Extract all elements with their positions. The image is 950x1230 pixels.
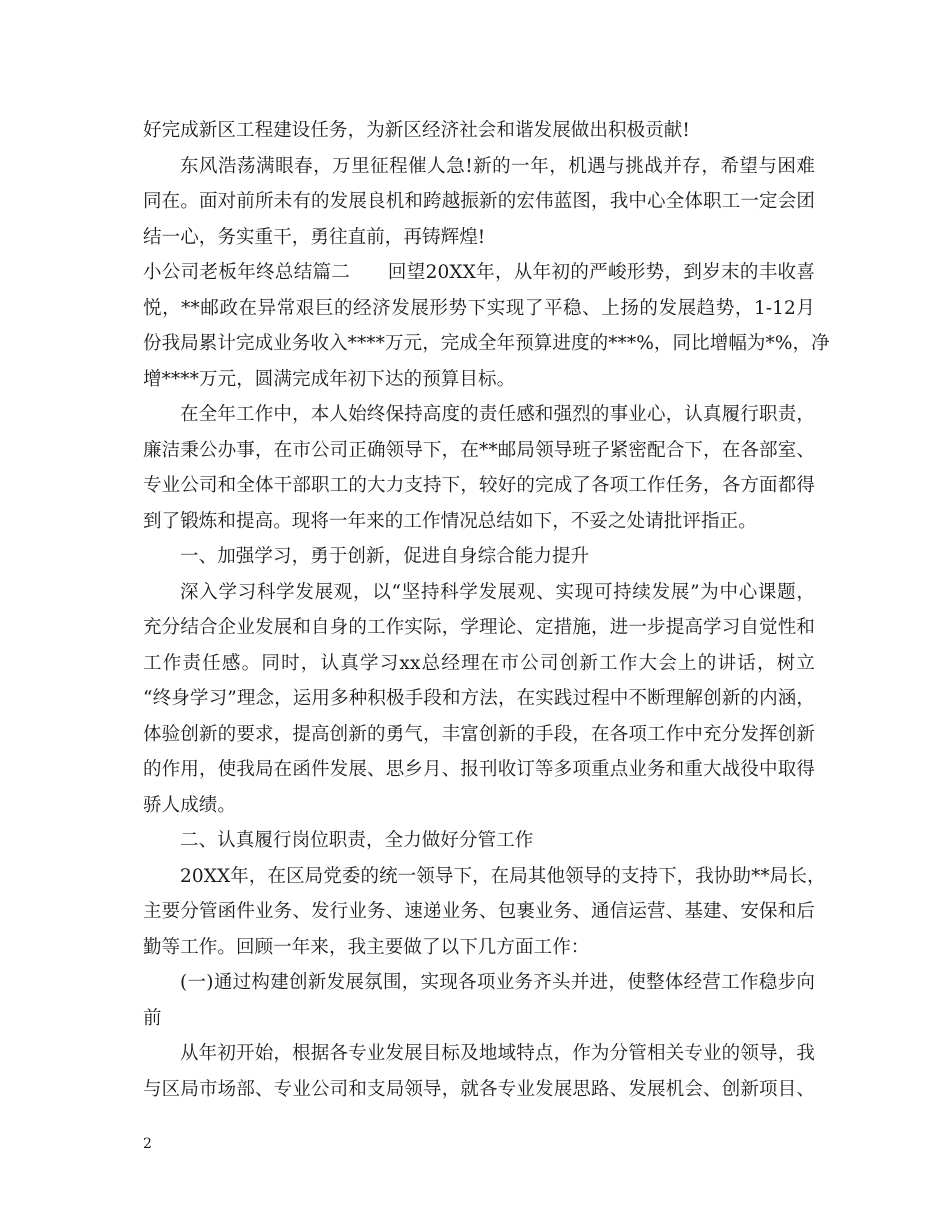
text-line: 同在。面对前所未有的发展良机和跨越振新的宏伟蓝图，我中心全体职工一定会团 (143, 191, 815, 212)
text-line: 勤等工作。回顾一年来，我主要做了以下几方面工作： (143, 936, 590, 958)
text-line: 专业公司和全体干部职工的大力支持下，较好的完成了各项工作任务，各方面都得 (143, 475, 815, 496)
text-line: 一、加强学习，勇于创新，促进自身综合能力提升 (180, 546, 590, 567)
text-line: “终身学习”理念，运用多种积极手段和方法，在实践过程中不断理解创新的内涵， (143, 688, 815, 709)
text-line: 深入学习科学发展观，以“坚持科学发展观、实现可持续发展”为中心课题， (180, 581, 815, 603)
text-line: 充分结合企业发展和自身的工作实际，学理论、定措施，进一步提高学习自觉性和 (143, 617, 815, 638)
text-line: 的作用，使我局在函件发展、思乡月、报刊收订等多项重点业务和重大战役中取得 (143, 759, 815, 780)
text-line: 结一心，务实重干，勇往直前，再铸辉煌! (143, 226, 486, 248)
text-line: 前 (143, 1007, 162, 1029)
text-line: 份我局累计完成业务收入****万元，完成全年预算进度的***%，同比增幅为*%，净 (143, 333, 830, 354)
document-body (143, 113, 830, 1107)
text-line: 工作责任感。同时，认真学习xx总经理在市公司创新工作大会上的讲话，树立 (143, 652, 815, 674)
page-number: 2 (143, 1136, 152, 1152)
text-line: 骄人成绩。 (143, 794, 237, 816)
text-line: 主要分管函件业务、发行业务、速递业务、包裹业务、通信运营、基建、安保和后 (143, 901, 815, 922)
text-line: 东风浩荡满眼春，万里征程催人急!新的一年，机遇与挑战并存，希望与困难 (180, 155, 815, 177)
text-line: 增****万元，圆满完成年初下达的预算目标。 (143, 368, 516, 390)
text-line: 与区局市场部、专业公司和支局领导，就各专业发展思路、发展机会、创新项目、 (143, 1078, 815, 1100)
text-line: 廉洁秉公办事，在市公司正确领导下，在**邮局领导班子紧密配合下，在各部室、 (143, 439, 815, 461)
text-line: 20XX年，在区局党委的统一领导下，在局其他领导的支持下，我协助**局长， (180, 865, 826, 887)
text-line: 小公司老板年终总结篇二 回望20XX年，从年初的严峻形势，到岁末的丰收喜 (143, 262, 815, 283)
text-line: 悦，**邮政在异常艰巨的经济发展形势下实现了平稳、上扬的发展趋势，1-12月 (143, 297, 815, 319)
text-line: 从年初开始，根据各专业发展目标及地域特点，作为分管相关专业的领导，我 (180, 1043, 815, 1064)
text-line: 到了锻炼和提高。现将一年来的工作情况总结如下，不妥之处请批评指正。 (143, 510, 757, 532)
text-line: 在全年工作中，本人始终保持高度的责任感和强烈的事业心，认真履行职责， (180, 404, 815, 425)
text-line: 体验创新的要求，提高创新的勇气，丰富创新的手段，在各项工作中充分发挥创新 (143, 723, 815, 745)
text-line: 二、认真履行岗位职责，全力做好分管工作 (180, 830, 534, 851)
text-line: 好完成新区工程建设任务，为新区经济社会和谐发展做出积极贡献! (143, 120, 690, 141)
text-line: (一)通过构建创新发展氛围，实现各项业务齐头并进，使整体经营工作稳步向 (180, 972, 815, 993)
